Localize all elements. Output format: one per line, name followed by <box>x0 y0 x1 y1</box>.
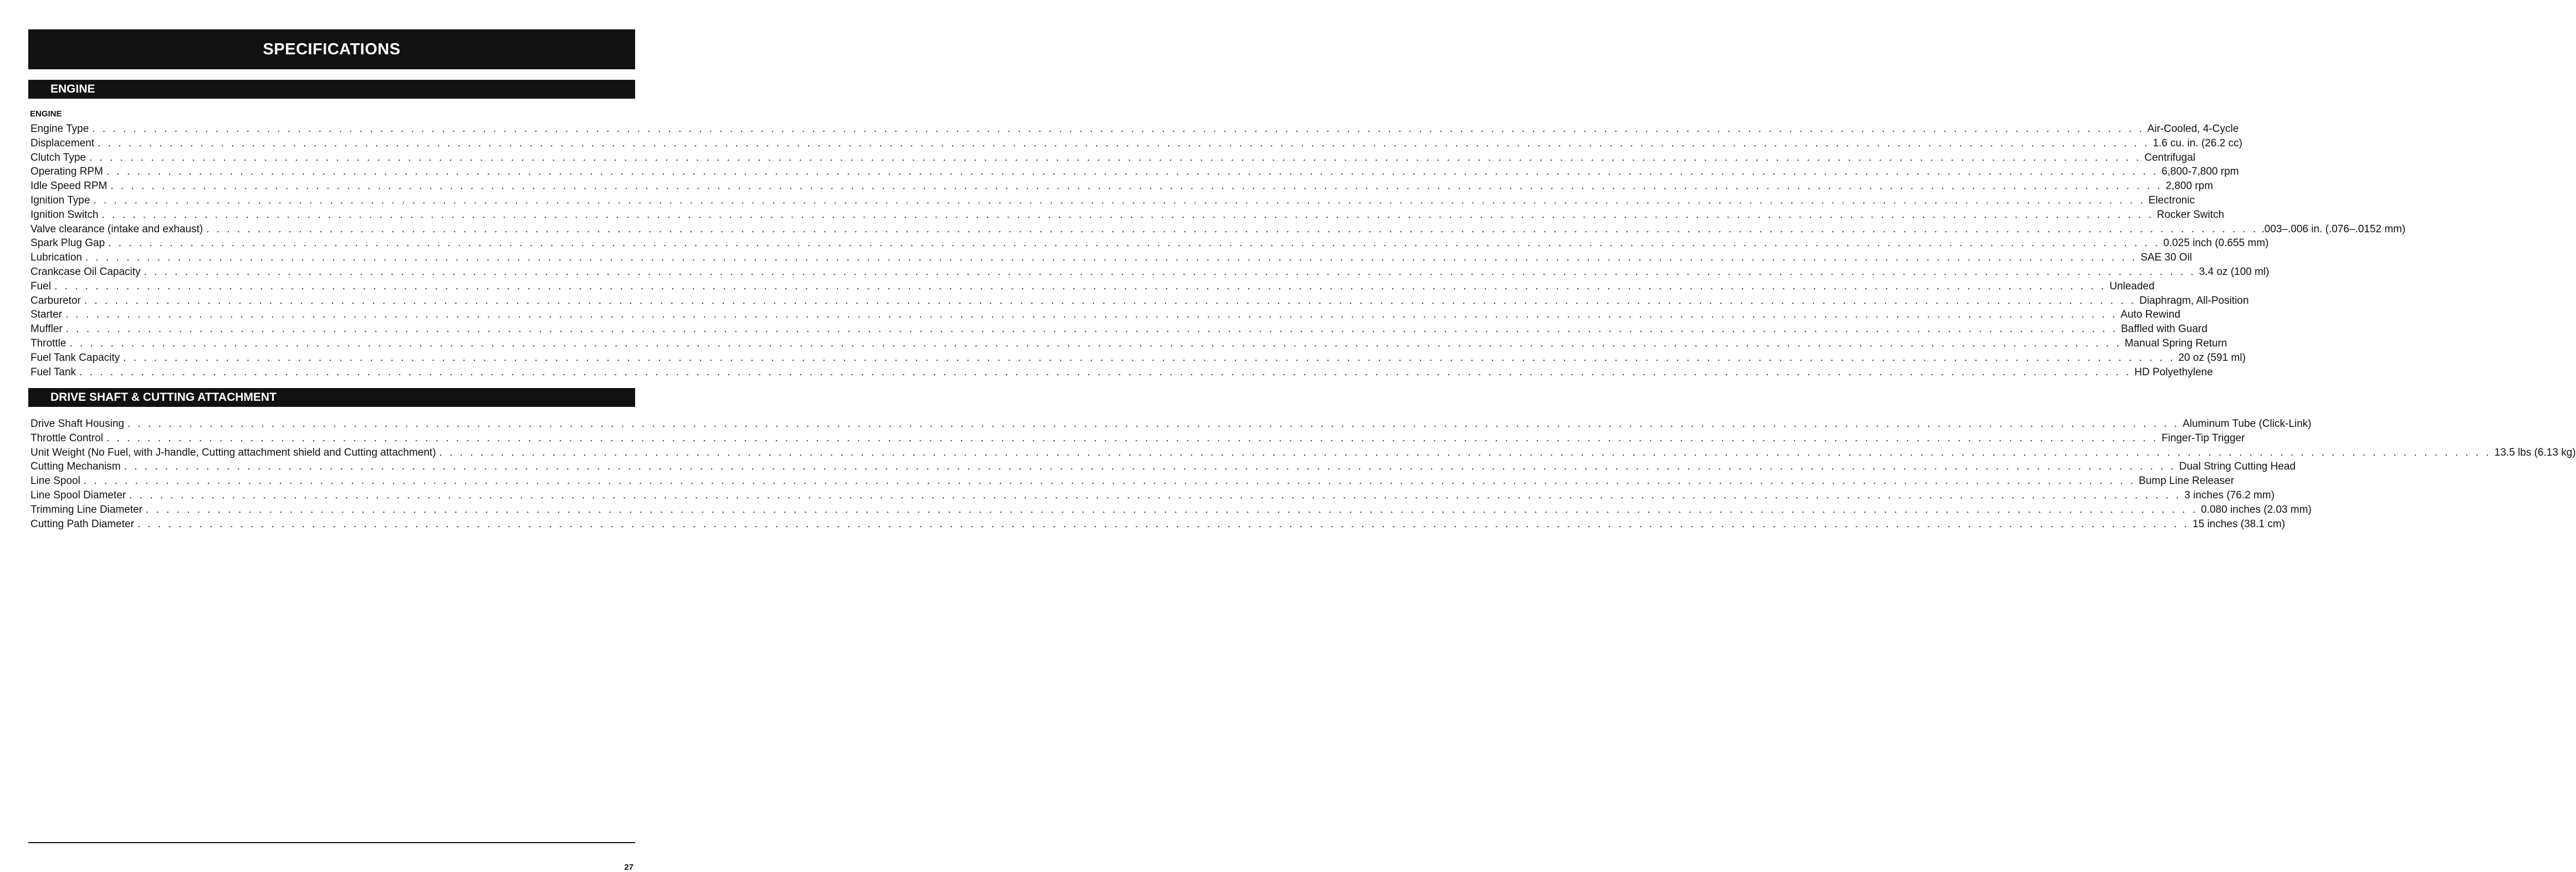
spec-value: 15 inches (38.1 cm) <box>2192 518 2286 530</box>
footer-rule <box>28 842 635 843</box>
spec-row <box>30 194 2195 209</box>
spec-row <box>30 166 2239 180</box>
spec-row <box>30 518 2286 533</box>
spec-value: Aluminum Tube (Click-Link) <box>2183 418 2312 430</box>
spec-row <box>30 366 2213 381</box>
dot-leader: . . . . . . . . . . . . . . . . . . . . . . . . . . . . . . . . . . . . . . . . . . . . . . . . . . . . . . . . . . . . . . . . . . . . . . . . . . . . . . . . . . . . . . . . . . . . . . . . . . . . . . . . . . . . . . . . . . . . . . . . . . . . . . . . . . . . . . . . . . . . . . . . . . . . . . . . . . . . . . . . . . . . . . . . . . . . . . . . . . . . . . . . . . . . . . . . . . . . . . . . <box>206 223 2258 235</box>
spec-label: Fuel <box>30 280 51 292</box>
spec-row <box>30 252 2192 266</box>
spec-value: HD Polyethylene <box>2134 366 2213 378</box>
spec-label: Spark Plug Gap <box>30 237 105 249</box>
dot-leader: . . . . . . . . . . . . . . . . . . . . . . . . . . . . . . . . . . . . . . . . . . . . . . . . . . . . . . . . . . . . . . . . . . . . . . . . . . . . . . . . . . . . . . . . . . . . . . . . . . . . . . . . . . . . . . . . . . . . . . . . . . . . . . . . . . . . . . . . . . . . . . . . . . . . . . . . . . . . . . . . . . . . . . . . . . . . . . . . . . . . . . . . . . . . . . . . . . . . . . . . <box>85 252 2138 264</box>
spec-label: Operating RPM <box>30 166 103 178</box>
spec-row <box>30 337 2227 352</box>
drive-spec-list <box>30 418 2576 532</box>
dot-leader: . . . . . . . . . . . . . . . . . . . . . . . . . . . . . . . . . . . . . . . . . . . . . . . . . . . . . . . . . . . . . . . . . . . . . . . . . . . . . . . . . . . . . . . . . . . . . . . . . . . . . . . . . . . . . . . . . . . . . . . . . . . . . . . . . . . . . . . . . . . . . . . . . . . . . . . . . . . . . . . . . . . . . . . . . . . . . . . . . . . . . . . . . . . . . . . . . . . . . . . . <box>101 208 2154 221</box>
engine-spec-list <box>30 123 2406 380</box>
spec-label: Displacement <box>30 137 95 149</box>
spec-label: Clutch Type <box>30 151 86 164</box>
dot-leader: . . . . . . . . . . . . . . . . . . . . . . . . . . . . . . . . . . . . . . . . . . . . . . . . . . . . . . . . . . . . . . . . . . . . . . . . . . . . . . . . . . . . . . . . . . . . . . . . . . . . . . . . . . . . . . . . . . . . . . . . . . . . . . . . . . . . . . . . . . . . . . . . . . . . . . . . . . . . . . . . . . . . . . . . . . . . . . . . . . . . . . . . . . . . . . . . . . . . . . . . <box>129 489 2181 501</box>
spec-label: Carburetor <box>30 294 81 307</box>
dot-leader: . . . . . . . . . . . . . . . . . . . . . . . . . . . . . . . . . . . . . . . . . . . . . . . . . . . . . . . . . . . . . . . . . . . . . . . . . . . . . . . . . . . . . . . . . . . . . . . . . . . . . . . . . . . . . . . . . . . . . . . . . . . . . . . . . . . . . . . . . . . . . . . . . . . . . . . . . . . . . . . . . . . . . . . . . . . . . . . . . . . . . . . . . . . . . . . . . . . . . . . . <box>65 309 2118 321</box>
dot-leader: . . . . . . . . . . . . . . . . . . . . . . . . . . . . . . . . . . . . . . . . . . . . . . . . . . . . . . . . . . . . . . . . . . . . . . . . . . . . . . . . . . . . . . . . . . . . . . . . . . . . . . . . . . . . . . . . . . . . . . . . . . . . . . . . . . . . . . . . . . . . . . . . . . . . . . . . . . . . . . . . . . . . . . . . . . . . . . . . . . . . . . . . . . . . . . . . . . . . . . . . <box>92 123 2144 135</box>
spec-value: Finger-Tip Trigger <box>2161 432 2245 444</box>
section-header-label: DRIVE SHAFT & CUTTING ATTACHMENT <box>50 391 277 404</box>
dot-leader: . . . . . . . . . . . . . . . . . . . . . . . . . . . . . . . . . . . . . . . . . . . . . . . . . . . . . . . . . . . . . . . . . . . . . . . . . . . . . . . . . . . . . . . . . . . . . . . . . . . . . . . . . . . . . . . . . . . . . . . . . . . . . . . . . . . . . . . . . . . . . . . . . . . . . . . . . . . . . . . . . . . . . . . . . . . . . . . . . . . . . . . . . . . . . . . . . . . . . . . . <box>98 137 2150 149</box>
spec-value: 1.6 cu. in. (26.2 cc) <box>2153 137 2242 149</box>
spec-value: Baffled with Guard <box>2120 323 2207 335</box>
spec-value: Bump Line Releaser <box>2139 475 2235 487</box>
spec-label: Throttle Control <box>30 432 103 444</box>
spec-row <box>30 151 2196 166</box>
spec-label: Cutting Path Diameter <box>30 518 134 530</box>
spec-label: Trimming Line Diameter <box>30 503 143 516</box>
spec-label: Fuel Tank <box>30 366 76 378</box>
spec-row <box>30 446 2576 461</box>
spec-label: Muffler <box>30 323 63 335</box>
spec-row <box>30 180 2214 195</box>
spec-row <box>30 294 2249 309</box>
spec-value: Manual Spring Return <box>2124 337 2227 349</box>
dot-leader: . . . . . . . . . . . . . . . . . . . . . . . . . . . . . . . . . . . . . . . . . . . . . . . . . . . . . . . . . . . . . . . . . . . . . . . . . . . . . . . . . . . . . . . . . . . . . . . . . . . . . . . . . . . . . . . . . . . . . . . . . . . . . . . . . . . . . . . . . . . . . . . . . . . . . . . . . . . . . . . . . . . . . . . . . . . . . . . . . . . . . . . . . . . . . . . . . . . . . . . . <box>106 166 2159 178</box>
spec-value: Auto Rewind <box>2120 309 2181 321</box>
section-header-engine <box>28 80 635 99</box>
spec-label: Throttle <box>30 337 67 349</box>
spec-value: Air-Cooled, 4-Cycle <box>2147 123 2239 135</box>
spec-value: 0.080 inches (2.03 mm) <box>2201 503 2312 516</box>
spec-value: 6,800-7,800 rpm <box>2161 166 2239 178</box>
spec-label: Engine Type <box>30 123 89 135</box>
spec-value: Dual String Cutting Head <box>2179 461 2296 473</box>
spec-label: Drive Shaft Housing <box>30 418 124 430</box>
spec-value: 3.4 oz (100 ml) <box>2199 266 2270 278</box>
dot-leader: . . . . . . . . . . . . . . . . . . . . . . . . . . . . . . . . . . . . . . . . . . . . . . . . . . . . . . . . . . . . . . . . . . . . . . . . . . . . . . . . . . . . . . . . . . . . . . . . . . . . . . . . . . . . . . . . . . . . . . . . . . . . . . . . . . . . . . . . . . . . . . . . . . . . . . . . . . . . . . . . . . . . . . . . . . . . . . . . . . . . . . . . . . . . . . . . . . . . . . . . <box>146 503 2198 516</box>
spec-row <box>30 280 2155 295</box>
spec-label: Line Spool Diameter <box>30 489 126 501</box>
spec-row <box>30 309 2181 323</box>
section-header-label: ENGINE <box>50 83 95 95</box>
spec-row <box>30 266 2270 281</box>
dot-leader: . . . . . . . . . . . . . . . . . . . . . . . . . . . . . . . . . . . . . . . . . . . . . . . . . . . . . . . . . . . . . . . . . . . . . . . . . . . . . . . . . . . . . . . . . . . . . . . . . . . . . . . . . . . . . . . . . . . . . . . . . . . . . . . . . . . . . . . . . . . . . . . . . . . . . . . . . . . . . . . . . . . . . . . . . . . . . . . . . . . . . . . . . . . . . . . . . . . . . . . . <box>93 194 2145 206</box>
spec-row <box>30 503 2312 518</box>
page-number: 27 <box>624 863 633 872</box>
dot-leader: . . . . . . . . . . . . . . . . . . . . . . . . . . . . . . . . . . . . . . . . . . . . . . . . . . . . . . . . . . . . . . . . . . . . . . . . . . . . . . . . . . . . . . . . . . . . . . . . . . . . . . . . . . . . . . . . . . . . . . . . . . . . . . . . . . . . . . . . . . . . . . . . . . . . . . . . . . . . . . . . . . . . . . . . . . . . . . . . . . . . . . . . . . . . . . . . . . . . . . . . <box>65 323 2118 335</box>
spec-label: Lubrication <box>30 252 82 264</box>
spec-label: Fuel Tank Capacity <box>30 351 120 364</box>
spec-row <box>30 137 2242 152</box>
spec-value: 13.5 lbs (6.13 kg) <box>2494 446 2576 458</box>
spec-label: Line Spool <box>30 475 80 487</box>
spec-value: Unleaded <box>2109 280 2155 292</box>
spec-row <box>30 432 2245 447</box>
spec-label: Unit Weight (No Fuel, with J-handle, Cutting attachment shield and Cutting attachment) <box>30 446 436 458</box>
dot-leader: . . . . . . . . . . . . . . . . . . . . . . . . . . . . . . . . . . . . . . . . . . . . . . . . . . . . . . . . . . . . . . . . . . . . . . . . . . . . . . . . . . . . . . . . . . . . . . . . . . . . . . . . . . . . . . . . . . . . . . . . . . . . . . . . . . . . . . . . . . . . . . . . . . . . . . . . . . . . . . . . . . . . . . . . . . . . . . . . . . . . . . . . . . . . . . . . . . . . . . . . <box>84 294 2137 307</box>
spec-row <box>30 489 2275 504</box>
dot-leader: . . . . . . . . . . . . . . . . . . . . . . . . . . . . . . . . . . . . . . . . . . . . . . . . . . . . . . . . . . . . . . . . . . . . . . . . . . . . . . . . . . . . . . . . . . . . . . . . . . . . . . . . . . . . . . . . . . . . . . . . . . . . . . . . . . . . . . . . . . . . . . . . . . . . . . . . . . . . . . . . . . . . . . . . . . . . . . . . . . . . . . . . . . . . . . . . . . . . . . . . <box>89 151 2141 164</box>
spec-value: 2,800 rpm <box>2165 180 2214 192</box>
spec-row <box>30 351 2246 366</box>
dot-leader: . . . . . . . . . . . . . . . . . . . . . . . . . . . . . . . . . . . . . . . . . . . . . . . . . . . . . . . . . . . . . . . . . . . . . . . . . . . . . . . . . . . . . . . . . . . . . . . . . . . . . . . . . . . . . . . . . . . . . . . . . . . . . . . . . . . . . . . . . . . . . . . . . . . . . . . . . . . . . . . . . . . . . . . . . . . . . . . . . . . . . . . . . . . . . . . . . . . . . . . . <box>108 237 2160 249</box>
spec-label: Idle Speed RPM <box>30 180 108 192</box>
spec-value: 0.025 inch (0.655 mm) <box>2163 237 2269 249</box>
spec-value: SAE 30 Oil <box>2140 252 2192 264</box>
spec-value: .003–.006 in. (.076–.0152 mm) <box>2261 223 2406 235</box>
spec-value: 20 oz (591 ml) <box>2178 351 2246 364</box>
dot-leader: . . . . . . . . . . . . . . . . . . . . . . . . . . . . . . . . . . . . . . . . . . . . . . . . . . . . . . . . . . . . . . . . . . . . . . . . . . . . . . . . . . . . . . . . . . . . . . . . . . . . . . . . . . . . . . . . . . . . . . . . . . . . . . . . . . . . . . . . . . . . . . . . . . . . . . . . . . . . . . . . . . . . . . . . . . . . . . . . . . . . . . . . . . . . . . . . . . . . . . . . <box>54 280 2107 292</box>
engine-subheading: ENGINE <box>30 109 62 119</box>
spec-row <box>30 223 2406 238</box>
dot-leader: . . . . . . . . . . . . . . . . . . . . . . . . . . . . . . . . . . . . . . . . . . . . . . . . . . . . . . . . . . . . . . . . . . . . . . . . . . . . . . . . . . . . . . . . . . . . . . . . . . . . . . . . . . . . . . . . . . . . . . . . . . . . . . . . . . . . . . . . . . . . . . . . . . . . . . . . . . . . . . . . . . . . . . . . . . . . . . . . . . . . . . . . . . . . . . . . . . . . . . . . <box>106 432 2159 444</box>
spec-row <box>30 208 2225 223</box>
dot-leader: . . . . . . . . . . . . . . . . . . . . . . . . . . . . . . . . . . . . . . . . . . . . . . . . . . . . . . . . . . . . . . . . . . . . . . . . . . . . . . . . . . . . . . . . . . . . . . . . . . . . . . . . . . . . . . . . . . . . . . . . . . . . . . . . . . . . . . . . . . . . . . . . . . . . . . . . . . . . . . . . . . . . . . . . . . . . . . . . . . . . . . . . . . . . . . . . . . . . . . . . <box>110 180 2163 192</box>
dot-leader: . . . . . . . . . . . . . . . . . . . . . . . . . . . . . . . . . . . . . . . . . . . . . . . . . . . . . . . . . . . . . . . . . . . . . . . . . . . . . . . . . . . . . . . . . . . . . . . . . . . . . . . . . . . . . . . . . . . . . . . . . . . . . . . . . . . . . . . . . . . . . . . . . . . . . . . . . . . . . . . . . . . . . . . . . . . . . . . . . . . . . . . . . . . . . . . . . . . . . . . . <box>137 518 2190 530</box>
dot-leader: . . . . . . . . . . . . . . . . . . . . . . . . . . . . . . . . . . . . . . . . . . . . . . . . . . . . . . . . . . . . . . . . . . . . . . . . . . . . . . . . . . . . . . . . . . . . . . . . . . . . . . . . . . . . . . . . . . . . . . . . . . . . . . . . . . . . . . . . . . . . . . . . . . . . . . . . . . . . . . . . . . . . . . . . . . . . . . . . . . . . . . . . . . . . . . . . . . . . . . . . <box>127 418 2180 430</box>
dot-leader: . . . . . . . . . . . . . . . . . . . . . . . . . . . . . . . . . . . . . . . . . . . . . . . . . . . . . . . . . . . . . . . . . . . . . . . . . . . . . . . . . . . . . . . . . . . . . . . . . . . . . . . . . . . . . . . . . . . . . . . . . . . . . . . . . . . . . . . . . . . . . . . . . . . . . . . . . . . . . . . . . . . . . . . . . . . . . . . . . . . . . . . . . . . . . . . . . . . . . . . . <box>124 461 2176 473</box>
page-title: SPECIFICATIONS <box>28 29 635 69</box>
spec-value: Rocker Switch <box>2156 208 2225 221</box>
spec-label: Starter <box>30 309 63 321</box>
dot-leader: . . . . . . . . . . . . . . . . . . . . . . . . . . . . . . . . . . . . . . . . . . . . . . . . . . . . . . . . . . . . . . . . . . . . . . . . . . . . . . . . . . . . . . . . . . . . . . . . . . . . . . . . . . . . . . . . . . . . . . . . . . . . . . . . . . . . . . . . . . . . . . . . . . . . . . . . . . . . . . . . . . . . . . . . . . . . . . . . . . . . . . . . . . . . . . . . . . . . . . . . <box>83 475 2136 487</box>
dot-leader: . . . . . . . . . . . . . . . . . . . . . . . . . . . . . . . . . . . . . . . . . . . . . . . . . . . . . . . . . . . . . . . . . . . . . . . . . . . . . . . . . . . . . . . . . . . . . . . . . . . . . . . . . . . . . . . . . . . . . . . . . . . . . . . . . . . . . . . . . . . . . . . . . . . . . . . . . . . . . . . . . . . . . . . . . . . . . . . . . . . . . . . . . . . . . . . . . . . . . . . . <box>123 351 2175 364</box>
spec-label: Ignition Switch <box>30 208 99 221</box>
spec-value: Diaphragm, All-Position <box>2139 294 2249 307</box>
spec-value: 3 inches (76.2 mm) <box>2184 489 2275 501</box>
spec-row <box>30 461 2296 475</box>
spec-row <box>30 418 2312 432</box>
spec-row <box>30 475 2235 489</box>
dot-leader: . . . . . . . . . . . . . . . . . . . . . . . . . . . . . . . . . . . . . . . . . . . . . . . . . . . . . . . . . . . . . . . . . . . . . . . . . . . . . . . . . . . . . . . . . . . . . . . . . . . . . . . . . . . . . . . . . . . . . . . . . . . . . . . . . . . . . . . . . . . . . . . . . . . . . . . . . . . . . . . . . . . . . . . . . . . . . . . . . . . . . . . . . . . . . . . . . . . . . . . . <box>439 446 2491 458</box>
spec-value: Electronic <box>2148 194 2195 206</box>
dot-leader: . . . . . . . . . . . . . . . . . . . . . . . . . . . . . . . . . . . . . . . . . . . . . . . . . . . . . . . . . . . . . . . . . . . . . . . . . . . . . . . . . . . . . . . . . . . . . . . . . . . . . . . . . . . . . . . . . . . . . . . . . . . . . . . . . . . . . . . . . . . . . . . . . . . . . . . . . . . . . . . . . . . . . . . . . . . . . . . . . . . . . . . . . . . . . . . . . . . . . . . . <box>79 366 2132 378</box>
spec-label: Ignition Type <box>30 194 90 206</box>
spec-row <box>30 323 2207 338</box>
spec-value: Centrifugal <box>2144 151 2196 164</box>
spec-row <box>30 237 2269 252</box>
spec-label: Valve clearance (intake and exhaust) <box>30 223 203 235</box>
spec-label: Crankcase Oil Capacity <box>30 266 141 278</box>
spec-label: Cutting Mechanism <box>30 461 121 473</box>
dot-leader: . . . . . . . . . . . . . . . . . . . . . . . . . . . . . . . . . . . . . . . . . . . . . . . . . . . . . . . . . . . . . . . . . . . . . . . . . . . . . . . . . . . . . . . . . . . . . . . . . . . . . . . . . . . . . . . . . . . . . . . . . . . . . . . . . . . . . . . . . . . . . . . . . . . . . . . . . . . . . . . . . . . . . . . . . . . . . . . . . . . . . . . . . . . . . . . . . . . . . . . . <box>144 266 2196 278</box>
dot-leader: . . . . . . . . . . . . . . . . . . . . . . . . . . . . . . . . . . . . . . . . . . . . . . . . . . . . . . . . . . . . . . . . . . . . . . . . . . . . . . . . . . . . . . . . . . . . . . . . . . . . . . . . . . . . . . . . . . . . . . . . . . . . . . . . . . . . . . . . . . . . . . . . . . . . . . . . . . . . . . . . . . . . . . . . . . . . . . . . . . . . . . . . . . . . . . . . . . . . . . . . <box>69 337 2122 349</box>
spec-row <box>30 123 2239 137</box>
section-header-drive-shaft <box>28 388 635 407</box>
